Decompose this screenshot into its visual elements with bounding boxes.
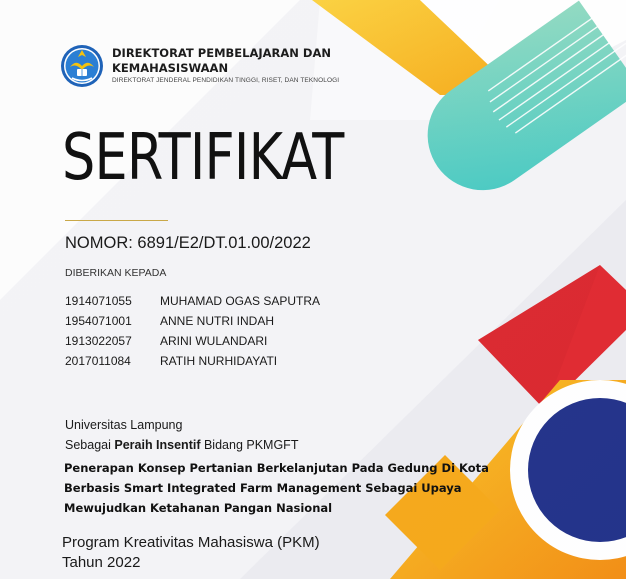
organization-subtitle: DIREKTORAT JENDERAL PENDIDIKAN TINGGI, RISET, DAN TEKNOLOGI <box>112 77 340 84</box>
role-prefix: Sebagai <box>65 438 115 452</box>
recipient-nim: 1913022057 <box>65 334 132 348</box>
tut-wuri-handayani-emblem-icon <box>60 44 104 88</box>
recipient-row <box>65 331 320 351</box>
recipient-list <box>65 291 320 371</box>
certificate-title: SERTIFIKAT <box>62 121 344 195</box>
given-to-label: DIBERIKAN KEPADA <box>65 267 167 279</box>
recipient-nim: 1954071001 <box>65 314 132 328</box>
recipient-nim: 1914071055 <box>65 294 132 308</box>
program-year: Tahun 2022 <box>62 554 141 571</box>
certificate-number: NOMOR: 6891/E2/DT.01.00/2022 <box>65 234 311 252</box>
recipient-nim: 2017011084 <box>65 354 131 368</box>
gold-divider <box>65 220 168 221</box>
recipient-name: ANNE NUTRI INDAH <box>160 314 275 328</box>
role-highlight: Peraih Insentif <box>114 438 201 452</box>
program-name: Program Kreativitas Mahasiswa (PKM) <box>62 534 320 551</box>
recipient-row <box>65 291 320 311</box>
recipient-name: MUHAMAD OGAS SAPUTRA <box>160 294 321 308</box>
recipient-name: RATIH NURHIDAYATI <box>160 354 278 368</box>
project-title: Penerapan Konsep Pertanian Berkelanjutan Pada Gedung Di Kota Berbasis Smart Integrated Farm Management Sebagai Upaya Mewujudkan Ketahanan Pangan Nasional <box>64 461 489 515</box>
recipient-name: ARINI WULANDARI <box>160 334 268 348</box>
recipient-row <box>65 311 320 331</box>
header <box>60 44 342 88</box>
award-role <box>65 438 298 452</box>
university-name: Universitas Lampung <box>65 418 183 432</box>
recipient-row <box>65 351 320 371</box>
role-suffix: Bidang PKMGFT <box>200 438 299 452</box>
organization-name: DIREKTORAT PEMBELAJARAN DAN KEMAHASISWAAN <box>112 46 331 75</box>
